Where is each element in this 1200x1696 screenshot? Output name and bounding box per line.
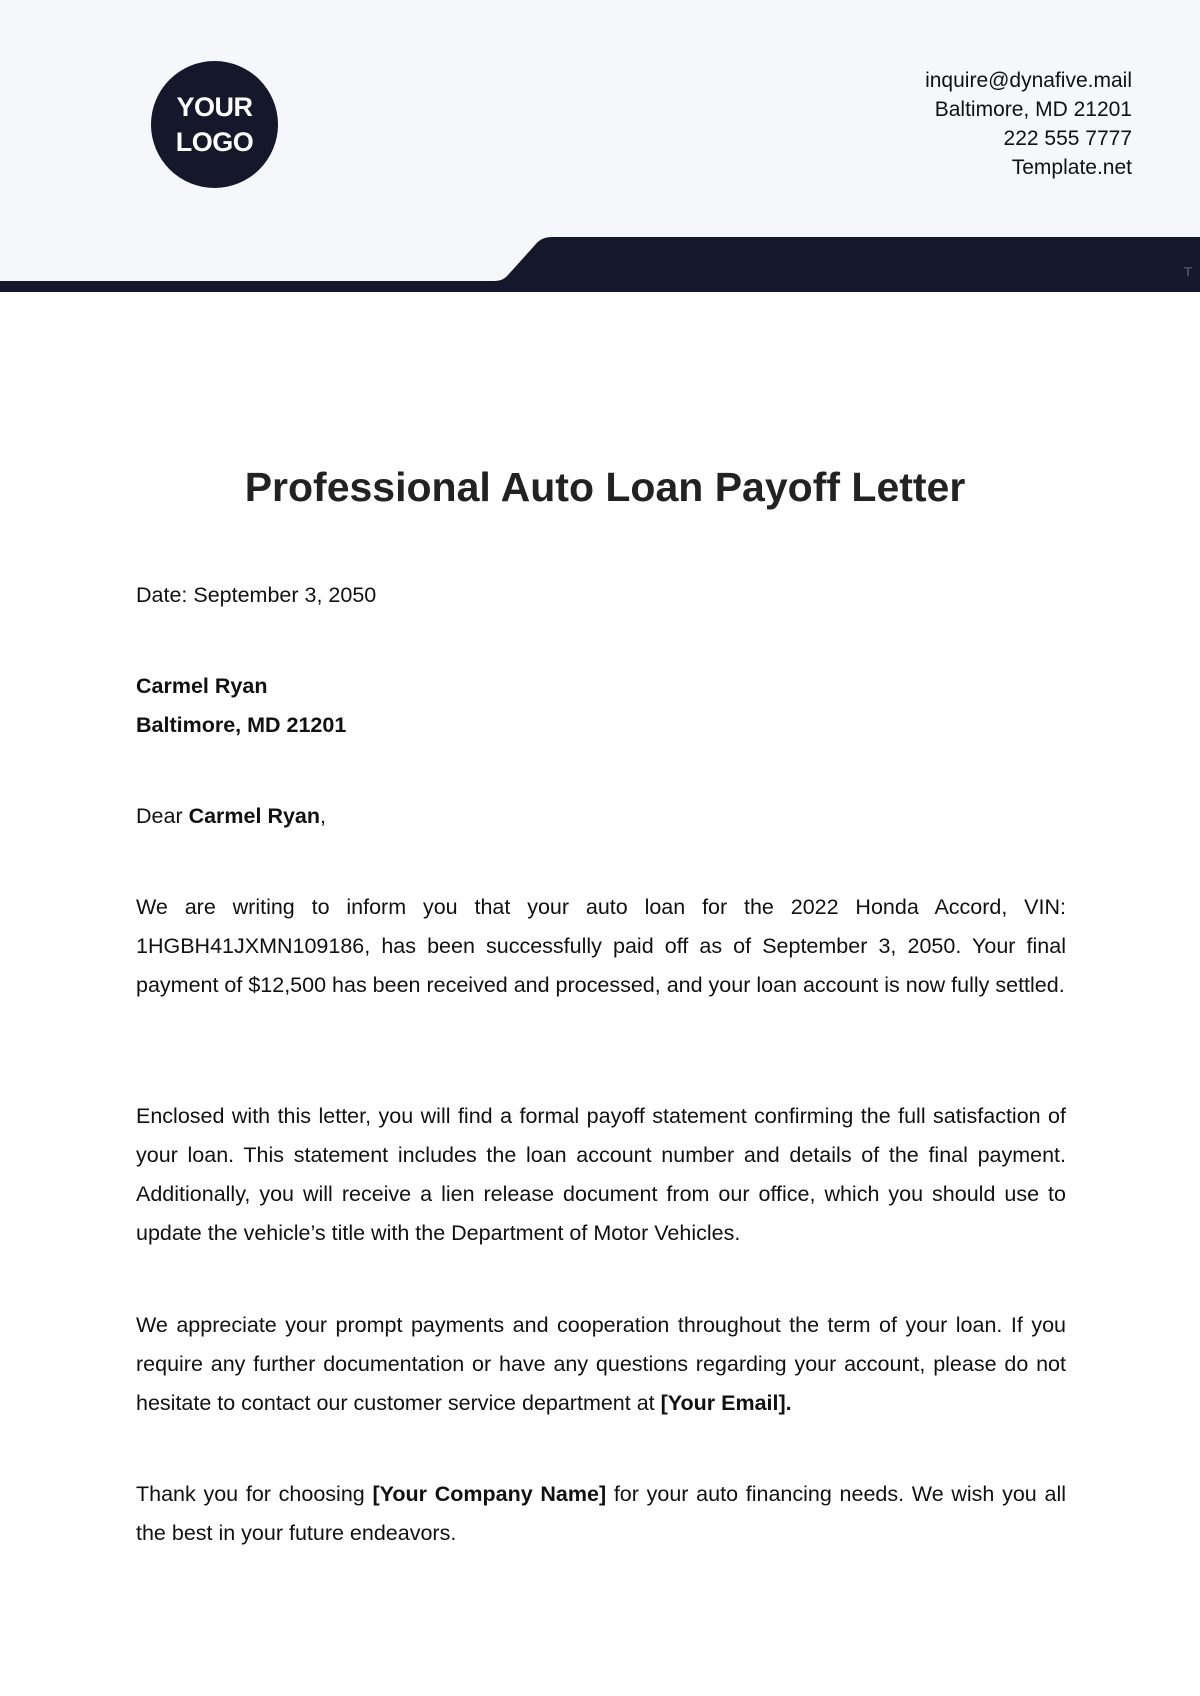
- paragraph-4-post: for your auto financing needs. We wish you all the best in your future endeavors.: [136, 1482, 1066, 1545]
- salutation: [136, 797, 1066, 836]
- paragraph-2: Enclosed with this letter, you will find a formal payoff statement confirming the full satisfaction of your loan. This statement includes the loan account number and details of the final payment. Additionally, you will receive a lien release document from our office, which you should use to update the vehicle’s title with the Department of Motor Vehicles.: [136, 1104, 1066, 1245]
- company-placeholder: [Your Company Name]: [372, 1482, 607, 1506]
- salutation-suffix: ,: [320, 804, 327, 828]
- logo-text-line1: YOUR: [176, 91, 253, 122]
- contact-phone: 222 555 7777: [1003, 127, 1132, 150]
- recipient-block: [136, 667, 1066, 745]
- salutation-name: Carmel Ryan: [188, 804, 321, 828]
- letterhead: [0, 0, 1200, 292]
- page-title: Professional Auto Loan Payoff Letter: [244, 464, 966, 510]
- paragraph-3: [136, 1306, 1066, 1423]
- contact-email: inquire@dynafive.mail: [925, 69, 1132, 92]
- paragraph-3-text: We appreciate your prompt payments and cooperation throughout the term of your loan. If you require any further documentation or have any questions regarding your account, please do not hesitate to contact our customer service department at: [136, 1313, 1066, 1415]
- recipient-name: Carmel Ryan: [136, 674, 268, 698]
- logo-text-line2: LOGO: [175, 126, 254, 157]
- paragraph-4-pre: Thank you for choosing: [136, 1482, 373, 1506]
- logo: [151, 61, 278, 188]
- contact-address: Baltimore, MD 21201: [934, 98, 1132, 121]
- salutation-prefix: Dear: [136, 804, 189, 828]
- template-mark: T: [1184, 264, 1192, 279]
- paragraph-1: We are writing to inform you that your auto loan for the 2022 Honda Accord, VIN: 1HGBH41JXMN109186, has been successfully paid off as of September 3, 2050. Your final payment of $12,500 has been received and processed, and your loan account is now fully settled.: [136, 895, 1066, 997]
- email-placeholder: [Your Email].: [660, 1391, 792, 1415]
- recipient-address: Baltimore, MD 21201: [136, 713, 347, 737]
- letter-date: Date: September 3, 2050: [136, 583, 377, 607]
- contact-block: [925, 66, 1132, 182]
- paragraph-4: [136, 1475, 1066, 1553]
- contact-website: Template.net: [1011, 156, 1132, 179]
